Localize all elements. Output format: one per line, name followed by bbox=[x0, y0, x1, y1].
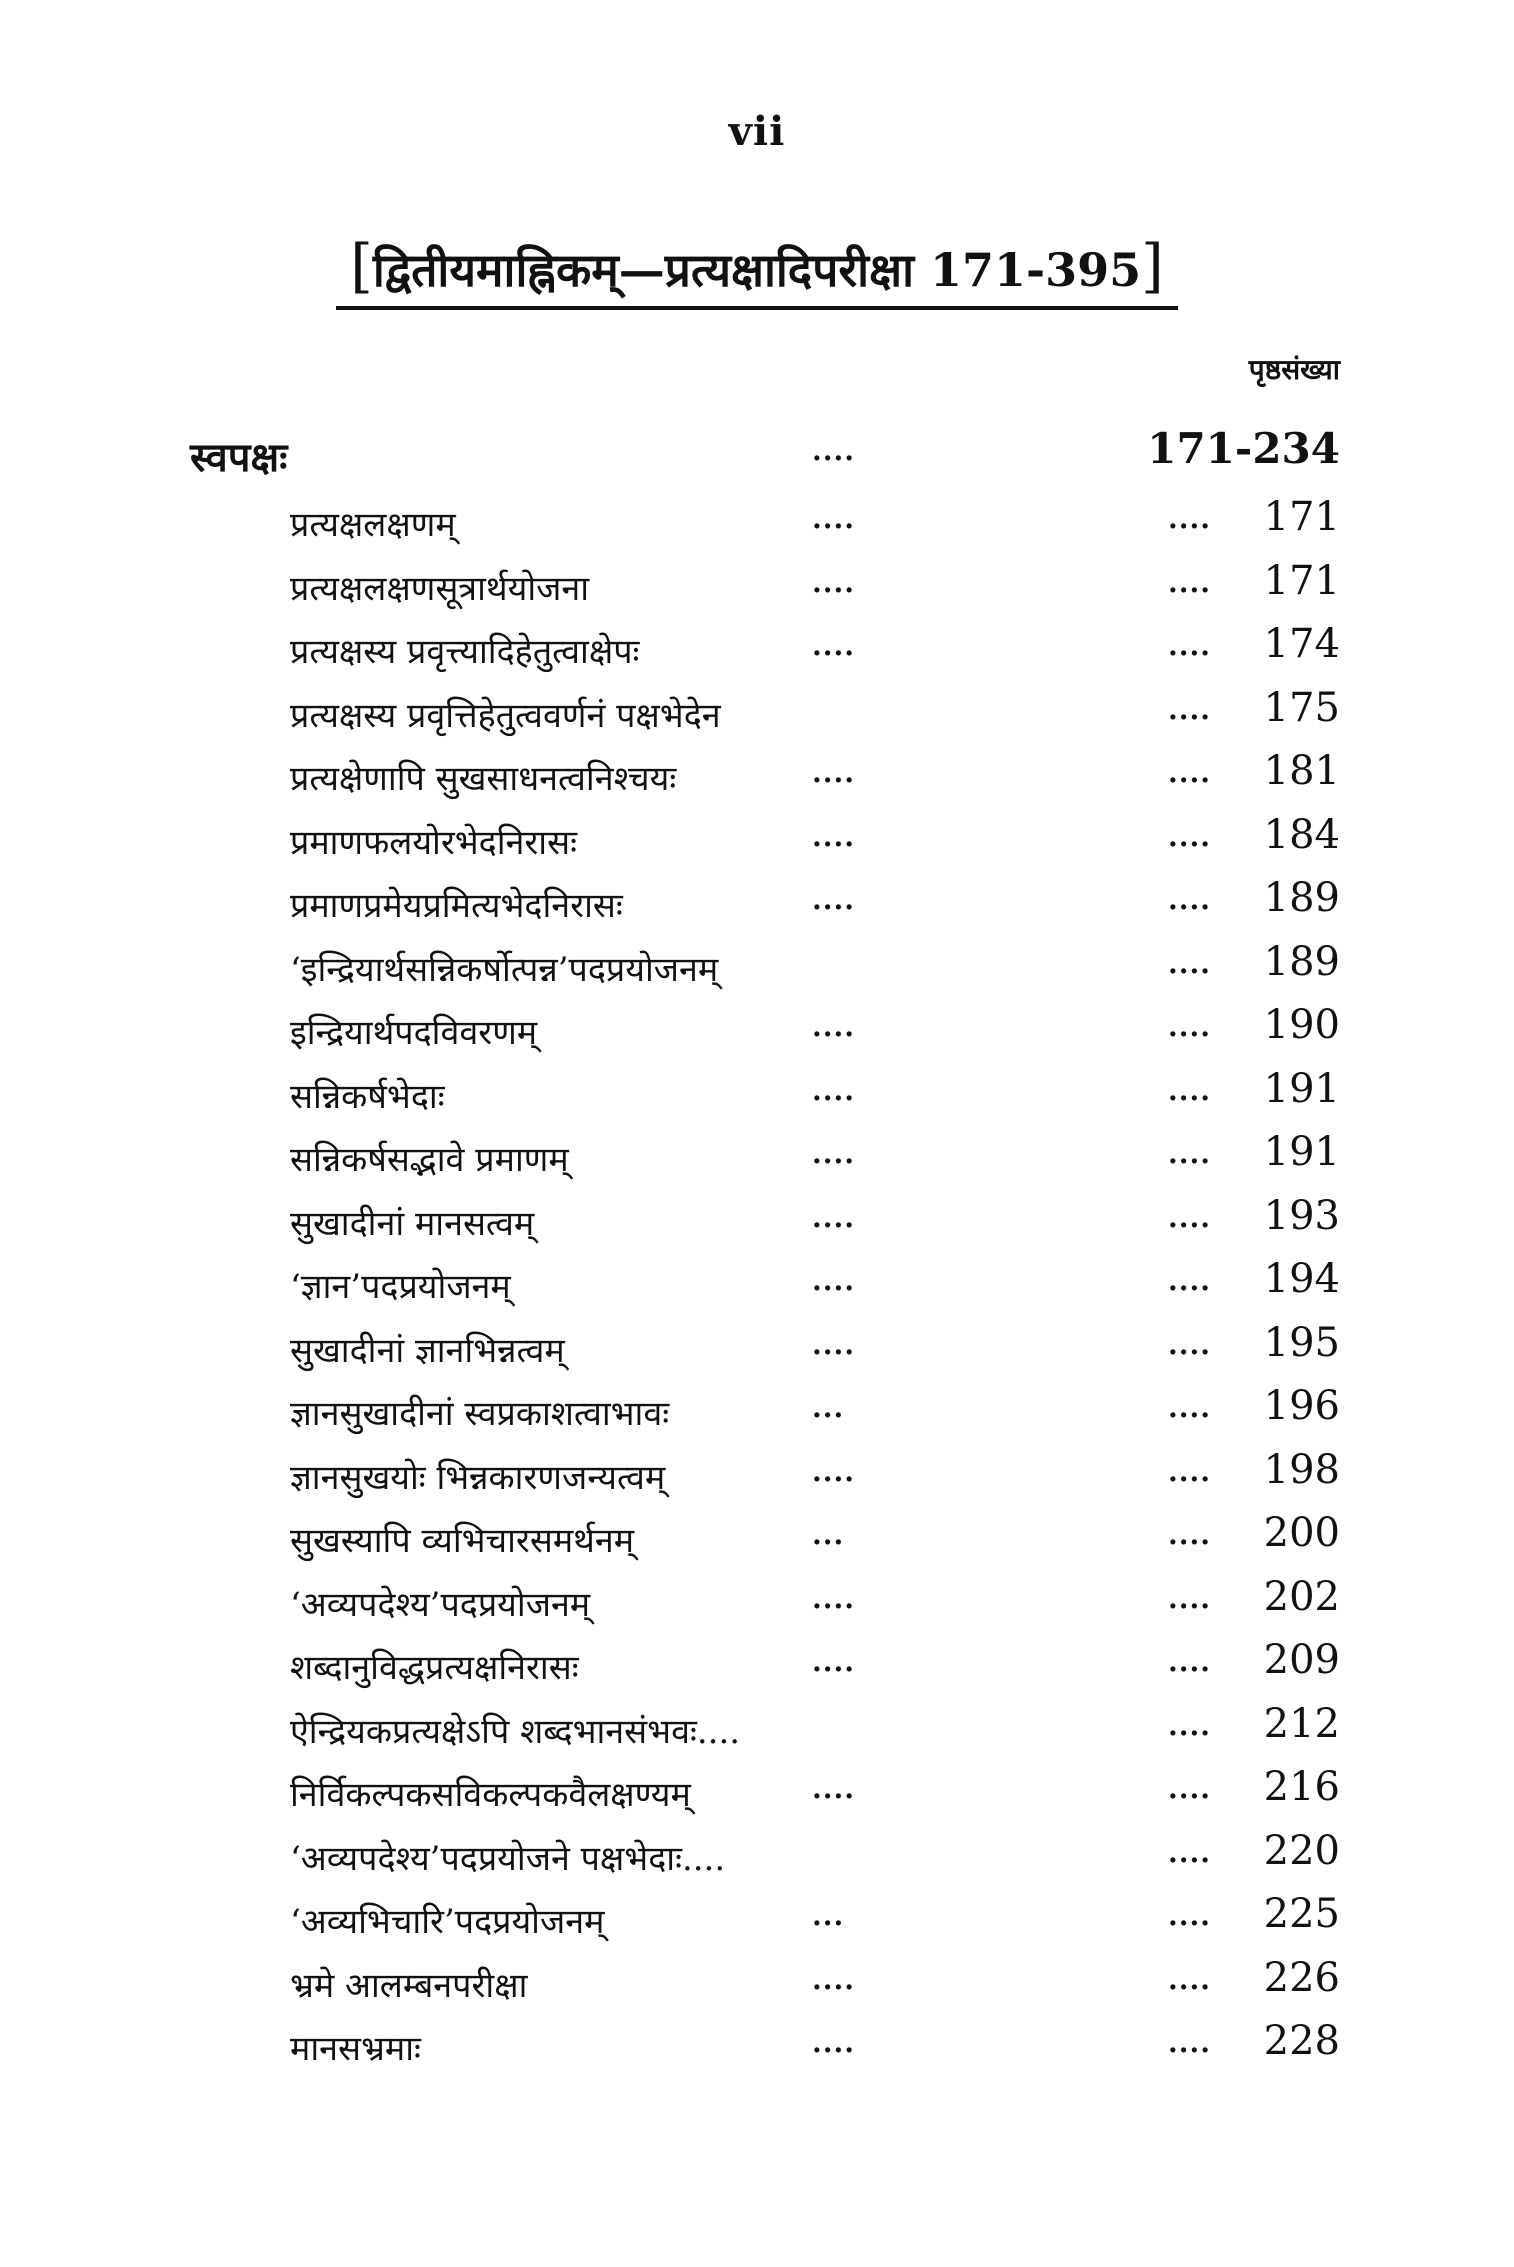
toc-entry-leader-dots: ... bbox=[812, 1899, 845, 1932]
toc-entry-page-number: 195 bbox=[1263, 1320, 1340, 1366]
toc-entry-page-number: 198 bbox=[1263, 1447, 1340, 1493]
toc-main-entry bbox=[0, 424, 1514, 488]
toc-entry-page-number: 181 bbox=[1263, 748, 1340, 794]
toc-entry-leader-dots: .... bbox=[812, 2026, 855, 2059]
toc-entry-leader-dots: .... bbox=[812, 502, 855, 535]
toc-entry-title: प्रत्यक्षलक्षणम् bbox=[290, 505, 456, 545]
toc-entry-page-dots: .... bbox=[1168, 883, 1211, 916]
toc-entry-title: सन्निकर्षभेदाः bbox=[290, 1077, 445, 1117]
toc-entry-page-dots: .... bbox=[1168, 1645, 1211, 1678]
toc-entry-page-dots: .... bbox=[1168, 1518, 1211, 1551]
toc-entry-page-number: 193 bbox=[1263, 1193, 1340, 1239]
toc-entry-page-number: 190 bbox=[1263, 1002, 1340, 1048]
toc-entry bbox=[0, 1129, 1514, 1191]
toc-entry-title: ‘अव्यपदेश्य’पदप्रयोजनम् bbox=[290, 1585, 591, 1625]
toc-entry-page-dots: .... bbox=[1168, 1899, 1211, 1932]
toc-entry-title: ‘ज्ञान’पदप्रयोजनम् bbox=[290, 1267, 511, 1307]
toc-entry-title: सुखादीनां मानसत्वम् bbox=[290, 1204, 535, 1244]
toc-entry-page-number: 191 bbox=[1263, 1066, 1340, 1112]
toc-entry-title: इन्द्रियार्थपदविवरणम् bbox=[290, 1013, 538, 1053]
toc-entry-leader-dots: .... bbox=[812, 883, 855, 916]
toc-entry-title: प्रत्यक्षस्य प्रवृत्त्यादिहेतुत्वाक्षेपः bbox=[290, 632, 640, 672]
toc-entry-page-number: 174 bbox=[1263, 621, 1340, 667]
section-heading-text: द्वितीयमाह्निकम्—प्रत्यक्षादिपरीक्षा 171-395 bbox=[372, 243, 1142, 297]
toc-entry-title: ‘अव्यभिचारि’पदप्रयोजनम् bbox=[290, 1902, 605, 1942]
toc-entry-title: ‘इन्द्रियार्थसन्निकर्षोत्पन्न’पदप्रयोजनम् bbox=[290, 950, 719, 990]
toc-entry-page-dots: .... bbox=[1168, 1010, 1211, 1043]
toc-entry-title: सुखस्यापि व्यभिचारसमर्थनम् bbox=[290, 1521, 635, 1561]
toc-entry-page-dots: .... bbox=[1168, 566, 1211, 599]
toc-entry bbox=[0, 1320, 1514, 1382]
toc-entry bbox=[0, 558, 1514, 620]
toc-entry-page-dots: .... bbox=[1168, 1455, 1211, 1488]
toc-entry bbox=[0, 1574, 1514, 1636]
toc-entry-title: प्रत्यक्षस्य प्रवृत्तिहेतुत्ववर्णनं पक्षभेदेन bbox=[290, 696, 721, 736]
section-heading bbox=[336, 228, 1178, 310]
toc-entry bbox=[0, 621, 1514, 683]
toc-entry bbox=[0, 748, 1514, 810]
toc-entry bbox=[0, 1637, 1514, 1699]
toc-entry-leader-dots: ... bbox=[812, 1518, 845, 1551]
toc-entry-page-number: 191 bbox=[1263, 1129, 1340, 1175]
toc-entry-page-number: 196 bbox=[1263, 1383, 1340, 1429]
toc-entry-title: मानसभ्रमाः bbox=[290, 2029, 421, 2069]
toc-entry-title: प्रत्यक्षेणापि सुखसाधनत्वनिश्चयः bbox=[290, 759, 677, 799]
toc-entry bbox=[0, 939, 1514, 1001]
toc-entry bbox=[0, 875, 1514, 937]
toc-entry-leader-dots: .... bbox=[812, 566, 855, 599]
toc-entry-page-dots: .... bbox=[1168, 1772, 1211, 1805]
toc-entry bbox=[0, 1256, 1514, 1318]
toc-entry-title: शब्दानुविद्धप्रत्यक्षनिरासः bbox=[290, 1648, 579, 1688]
toc-entry bbox=[0, 1066, 1514, 1128]
toc-entry-title: ‘अव्यपदेश्य’पदप्रयोजने पक्षभेदाः.... bbox=[290, 1839, 726, 1879]
toc-entry bbox=[0, 2018, 1514, 2080]
toc-entry-title: सुखादीनां ज्ञानभिन्नत्वम् bbox=[290, 1331, 565, 1371]
toc-entry bbox=[0, 1510, 1514, 1572]
toc-entry-page-number: 216 bbox=[1263, 1764, 1340, 1810]
toc-entry-page-number: 194 bbox=[1263, 1256, 1340, 1302]
section-heading-container bbox=[0, 228, 1514, 310]
toc-entry-page-dots: .... bbox=[1168, 1963, 1211, 1996]
toc-entry-page-number: 189 bbox=[1263, 875, 1340, 921]
toc-entry-page-number: 200 bbox=[1263, 1510, 1340, 1556]
toc-entry-leader-dots: .... bbox=[812, 1074, 855, 1107]
toc-entry-leader-dots: ... bbox=[812, 1391, 845, 1424]
toc-entry-page-dots: .... bbox=[1168, 1264, 1211, 1297]
toc-entry-leader-dots: .... bbox=[812, 1455, 855, 1488]
toc-entry-leader-dots: .... bbox=[812, 629, 855, 662]
toc-entry-page-number: 189 bbox=[1263, 939, 1340, 985]
toc-entry bbox=[0, 1955, 1514, 2017]
close-bracket: ] bbox=[1141, 232, 1164, 300]
toc-entry-page-dots: .... bbox=[1168, 693, 1211, 726]
toc-entry-page-dots: .... bbox=[1168, 2026, 1211, 2059]
toc-entry-title: ऐन्द्रियकप्रत्यक्षेऽपि शब्दभानसंभवः.... bbox=[290, 1712, 741, 1752]
toc-entry bbox=[0, 1193, 1514, 1255]
page-number: vii bbox=[728, 108, 786, 155]
toc-entry-page-dots: .... bbox=[1168, 1582, 1211, 1615]
toc-entry-title: निर्विकल्पकसविकल्पकवैलक्षण्यम् bbox=[290, 1775, 691, 1815]
toc-entry bbox=[0, 1891, 1514, 1953]
toc-entry bbox=[0, 494, 1514, 556]
toc-entry bbox=[0, 1764, 1514, 1826]
toc-entry bbox=[0, 1701, 1514, 1763]
toc-entry-page-number: 209 bbox=[1263, 1637, 1340, 1683]
toc-entry-leader-dots: .... bbox=[812, 1264, 855, 1297]
toc-entry-page-number: 171 bbox=[1263, 558, 1340, 604]
toc-entry-leader-dots: .... bbox=[812, 1328, 855, 1361]
toc-entry bbox=[0, 812, 1514, 874]
toc-entry-leader-dots: .... bbox=[812, 756, 855, 789]
toc-entry-leader-dots: .... bbox=[812, 1772, 855, 1805]
toc-entry-page-dots: .... bbox=[1168, 1836, 1211, 1869]
toc-entry-page-number: 228 bbox=[1263, 2018, 1340, 2064]
toc-entry-page-dots: .... bbox=[1168, 1074, 1211, 1107]
toc-entry-leader-dots: .... bbox=[812, 1963, 855, 1996]
main-entry-dots: .... bbox=[812, 434, 855, 467]
toc-entry-page-dots: .... bbox=[1168, 947, 1211, 980]
toc-entry bbox=[0, 685, 1514, 747]
toc-entry-title: प्रमाणफलयोरभेदनिरासः bbox=[290, 823, 577, 863]
toc-entry-leader-dots: .... bbox=[812, 1645, 855, 1678]
toc-entry-page-dots: .... bbox=[1168, 820, 1211, 853]
open-bracket: [ bbox=[350, 232, 373, 300]
toc-entry-leader-dots: .... bbox=[812, 820, 855, 853]
toc-entry-title: प्रमाणप्रमेयप्रमित्यभेदनिरासः bbox=[290, 886, 623, 926]
toc-entry bbox=[0, 1447, 1514, 1509]
toc-entry-page-number: 212 bbox=[1263, 1701, 1340, 1747]
toc-entry-title: ज्ञानसुखयोः भिन्नकारणजन्यत्वम् bbox=[290, 1458, 666, 1498]
toc-entry-page-dots: .... bbox=[1168, 1137, 1211, 1170]
toc-entry-page-number: 220 bbox=[1263, 1828, 1340, 1874]
toc-entry-page-dots: .... bbox=[1168, 756, 1211, 789]
toc-entry-page-number: 202 bbox=[1263, 1574, 1340, 1620]
toc-entry-page-number: 175 bbox=[1263, 685, 1340, 731]
toc-entry-page-dots: .... bbox=[1168, 629, 1211, 662]
toc-entry bbox=[0, 1002, 1514, 1064]
toc-entry-leader-dots: .... bbox=[812, 1137, 855, 1170]
toc-entry-page-number: 226 bbox=[1263, 1955, 1340, 2001]
toc-entry-page-number: 171 bbox=[1263, 494, 1340, 540]
toc-entry-leader-dots: .... bbox=[812, 1582, 855, 1615]
main-entry-title: स्वपक्षः bbox=[190, 434, 288, 481]
toc-entry-leader-dots: .... bbox=[812, 1010, 855, 1043]
toc-entry-page-dots: .... bbox=[1168, 1709, 1211, 1742]
toc-entry-leader-dots: .... bbox=[812, 1201, 855, 1234]
toc-entry-title: सन्निकर्षसद्भावे प्रमाणम् bbox=[290, 1140, 569, 1180]
toc-entry-title: ज्ञानसुखादीनां स्वप्रकाशत्वाभावः bbox=[290, 1394, 670, 1434]
page-column-label: पृष्ठसंख्या bbox=[1248, 353, 1340, 386]
toc-entry-page-dots: .... bbox=[1168, 502, 1211, 535]
toc-entry-page-number: 184 bbox=[1263, 812, 1340, 858]
toc-entry-page-number: 225 bbox=[1263, 1891, 1340, 1937]
toc-entry bbox=[0, 1828, 1514, 1890]
toc-entry-title: प्रत्यक्षलक्षणसूत्रार्थयोजना bbox=[290, 569, 590, 609]
toc-entry-page-dots: .... bbox=[1168, 1391, 1211, 1424]
toc-entry-page-dots: .... bbox=[1168, 1328, 1211, 1361]
main-entry-pages: 171-234 bbox=[1147, 424, 1340, 473]
toc-entry bbox=[0, 1383, 1514, 1445]
toc-entry-page-dots: .... bbox=[1168, 1201, 1211, 1234]
toc-entry-title: भ्रमे आलम्बनपरीक्षा bbox=[290, 1966, 528, 2006]
